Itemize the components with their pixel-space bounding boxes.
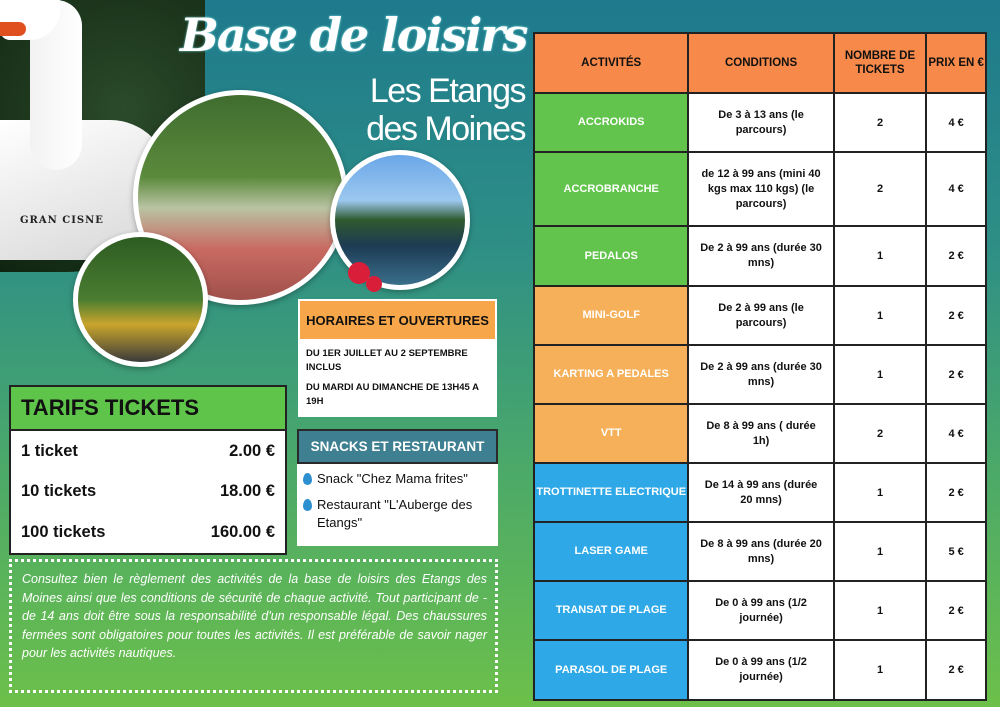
tarif-row [11,512,285,553]
table-row [534,581,986,640]
tickets-cell: 2 [834,404,927,463]
conditions-cell: de 12 à 99 ans (mini 40 kgs max 110 kgs) (le parcours) [688,152,833,226]
price-cell: 4 € [926,152,986,226]
water-drop-icon [303,473,312,485]
col-header-activities: ACTIVITÉS [534,33,688,93]
table-header-row [534,33,986,93]
col-header-price: PRIX EN € [926,33,986,93]
tarifs-title: TARIFS TICKETS [11,387,285,431]
hours-line: DU 1ER JUILLET AU 2 SEPTEMBRE INCLUS [306,348,468,373]
activity-cell: KARTING A PEDALES [534,345,688,404]
price-cell: 4 € [926,404,986,463]
conditions-cell: De 2 à 99 ans (durée 30 mns) [688,345,833,404]
tickets-cell: 2 [834,93,927,152]
snack-item [301,496,494,532]
activity-cell: VTT [534,404,688,463]
price-cell: 5 € [926,522,986,581]
activity-cell: MINI-GOLF [534,286,688,345]
conditions-cell: De 2 à 99 ans (durée 30 mns) [688,226,833,286]
hours-line: DU MARDI AU DIMANCHE DE 13H45 A 19H [306,382,479,407]
tickets-cell: 1 [834,463,927,522]
snacks-box [297,429,498,546]
price-cell: 2 € [926,286,986,345]
tickets-cell: 1 [834,522,927,581]
activity-cell: LASER GAME [534,522,688,581]
conditions-cell: De 0 à 99 ans (1/2 journée) [688,640,833,700]
main-title: Les Etangs des Moines [366,72,525,148]
price-cell: 4 € [926,93,986,152]
price-cell: 2 € [926,640,986,700]
table-row [534,226,986,286]
tickets-cell: 1 [834,345,927,404]
conditions-cell: De 3 à 13 ans (le parcours) [688,93,833,152]
table-row [534,345,986,404]
price-cell: 2 € [926,345,986,404]
table-row [534,640,986,700]
tickets-cell: 1 [834,286,927,345]
snack-item-label: Restaurant "L'Auberge des Etangs" [317,497,473,530]
conditions-cell: De 8 à 99 ans (durée 20 mns) [688,522,833,581]
flower-decoration [366,276,382,292]
activity-cell: ACCROKIDS [534,93,688,152]
table-row [534,152,986,226]
tarif-row [11,431,285,472]
tarif-label: 100 tickets [21,522,106,541]
rules-notice: Consultez bien le règlement des activités de la base de loisirs des Etangs des Moines ainsi que les conditions de sécurité de chaque activité. Tout participant de -de 14 ans doit être sous la responsabilité d'un responsable légal. Des chaussures fermées sont obligatoires pour toutes les activités. Il est préférable de savoir nager pour les activités nautiques. [9,559,498,693]
table-row [534,463,986,522]
swan-label: GRAN CISNE [20,215,104,226]
water-drop-icon [303,499,312,511]
conditions-cell: De 2 à 99 ans (le parcours) [688,286,833,345]
karting-photo [73,232,208,367]
script-title: Base de loisirs [180,8,527,62]
snacks-title: SNACKS ET RESTAURANT [297,429,498,464]
tarif-price: 18.00 € [219,482,275,501]
activity-cell: PARASOL DE PLAGE [534,640,688,700]
hours-title: HORAIRES ET OUVERTURES [298,299,497,341]
conditions-cell: De 0 à 99 ans (1/2 journée) [688,581,833,640]
tickets-cell: 1 [834,640,927,700]
table-row [534,404,986,463]
table-row [534,286,986,345]
activity-cell: TROTTINETTE ELECTRIQUE [534,463,688,522]
tickets-cell: 2 [834,152,927,226]
tarif-label: 10 tickets [21,482,97,501]
activities-table [533,32,987,701]
price-cell: 2 € [926,463,986,522]
activity-cell: PEDALOS [534,226,688,286]
price-cell: 2 € [926,226,986,286]
snack-item-label: Snack "Chez Mama frites" [317,471,468,486]
activity-cell: TRANSAT DE PLAGE [534,581,688,640]
tarif-price: 2.00 € [229,441,275,460]
col-header-conditions: CONDITIONS [688,33,833,93]
tarif-price: 160.00 € [210,522,275,541]
conditions-cell: De 14 à 99 ans (durée 20 mns) [688,463,833,522]
table-row [534,522,986,581]
activity-cell: ACCROBRANCHE [534,152,688,226]
conditions-cell: De 8 à 99 ans ( durée 1h) [688,404,833,463]
tickets-cell: 1 [834,226,927,286]
tarifs-box [9,385,287,555]
snack-item [301,470,494,488]
swan-beak [0,22,26,36]
table-row [534,93,986,152]
tarif-label: 1 ticket [21,441,78,460]
tickets-cell: 1 [834,581,927,640]
tarif-row [11,472,285,513]
price-cell: 2 € [926,581,986,640]
col-header-tickets: NOMBRE DE TICKETS [834,33,927,93]
hours-box [298,299,497,417]
